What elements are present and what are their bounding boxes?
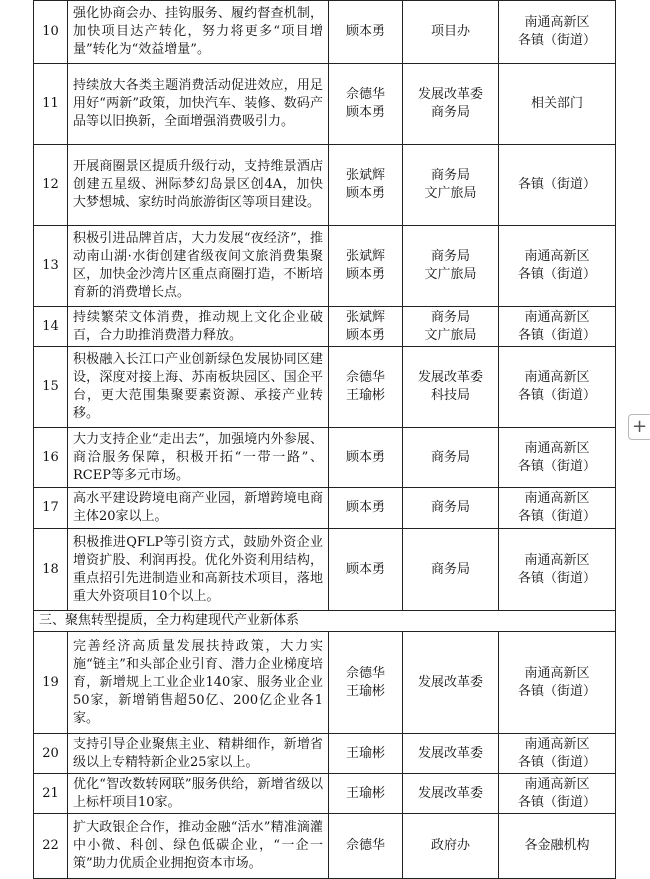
department-line: 商务局: [430, 309, 470, 325]
responsible-unit-line: 南通高新区: [524, 736, 590, 752]
task-cell: 大力支持企业“走出去”，加强境内外参展、商洽服务保障，积极开拓“一带一路”、RCEP等多元市场。: [68, 428, 329, 488]
department-cell: [403, 1, 499, 64]
table-row: [34, 774, 616, 814]
leader-line: 王瑜彬: [345, 745, 385, 761]
leader-line: 顾本勇: [345, 105, 385, 120]
responsible-unit-cell: [499, 145, 616, 226]
leader-line: 王瑜彬: [345, 785, 385, 801]
task-table-body: [34, 1, 616, 879]
section-title: 三、聚焦转型提质，全力构建现代产业新体系: [34, 611, 616, 632]
table-row: [34, 145, 616, 226]
task-cell: 开展商圈景区提质升级行动，支持维景酒店创建五星级、洲际梦幻岛景区创4A，加快大梦想城、家纺时尚旅游街区等项目建设。: [68, 145, 329, 226]
department-line: 商务局: [430, 500, 470, 515]
table-row: [34, 64, 616, 145]
row-number-cell: 17: [34, 488, 68, 529]
row-number-cell: 15: [34, 347, 68, 428]
responsible-unit-cell: [499, 226, 616, 307]
task-cell: 积极推进QFLP等引资方式，鼓励外资企业增资扩股、利润再投。优化外资利用结构，重点招引先进制造业和高新技术项目，落地重大外资项目10个以上。: [68, 529, 329, 611]
task-cell: 强化协商会办、挂钩服务、履约督查机制，加快项目达产转化，努力将更多“项目增量”转化为“效益增量”。: [68, 1, 329, 64]
row-number-cell: 11: [34, 64, 68, 145]
task-cell: 完善经济高质量发展扶持政策，大力实施“链主”和头部企业引育、潜力企业梯度培育，新增规上工业企业140家、服务业企业50家，新增销售超50亿、200亿企业各1家。: [68, 632, 329, 734]
responsible-unit-line: 南通高新区: [524, 491, 590, 506]
responsible-unit-line: 各镇（街道）: [517, 177, 596, 192]
table-row: [34, 307, 616, 347]
responsible-unit-line: 相关部门: [530, 96, 583, 111]
department-line: 商务局: [430, 249, 470, 264]
responsible-unit-line: 各镇（街道）: [517, 267, 596, 282]
row-number-cell: 16: [34, 428, 68, 488]
leader-cell: [329, 347, 403, 428]
responsible-unit-line: 南通高新区: [524, 249, 590, 264]
department-cell: [403, 774, 499, 814]
department-line: 发展改革委: [417, 674, 483, 690]
responsible-unit-cell: [499, 529, 616, 611]
department-line: 商务局: [430, 561, 470, 577]
leader-line: 顾本勇: [345, 267, 385, 282]
task-cell: 优化“智改数转网联”服务供给，新增省级以上标杆项目10家。: [68, 774, 329, 814]
table-row: [34, 226, 616, 307]
responsible-unit-cell: [499, 428, 616, 488]
department-cell: [403, 529, 499, 611]
responsible-unit-line: 各镇（街道）: [517, 458, 596, 474]
responsible-unit-line: 各镇（街道）: [517, 794, 596, 810]
responsible-unit-line: 南通高新区: [524, 665, 590, 681]
table-row: [34, 814, 616, 879]
leader-cell: [329, 734, 403, 774]
row-number-cell: 14: [34, 307, 68, 347]
responsible-unit-cell: [499, 347, 616, 428]
department-line: 发展改革委: [417, 745, 483, 761]
leader-cell: [329, 64, 403, 145]
table-row: [34, 529, 616, 611]
leader-cell: [329, 632, 403, 734]
department-line: 发展改革委: [417, 370, 483, 385]
responsible-unit-cell: [499, 774, 616, 814]
department-cell: [403, 734, 499, 774]
responsible-unit-cell: [499, 814, 616, 879]
department-line: 科技局: [430, 388, 470, 403]
task-cell: 扩大政银企合作，推动金融“活水”精准滴灌中小微、科创、绿色低碳企业，“一企一策”助力优质企业拥抱资本市场。: [68, 814, 329, 879]
department-line: 商务局: [430, 449, 470, 465]
task-cell: 积极融入长江口产业创新绿色发展协同区建设，深度对接上海、苏南板块园区、国企平台，更大范围集聚要素资源、承接产业转移。: [68, 347, 329, 428]
responsible-unit-line: 各镇（街道）: [517, 570, 596, 586]
leader-line: 顾本勇: [345, 327, 385, 343]
responsible-unit-line: 各镇（街道）: [517, 509, 596, 524]
row-number-cell: 21: [34, 774, 68, 814]
leader-cell: [329, 307, 403, 347]
responsible-unit-line: 各镇（街道）: [517, 683, 596, 699]
department-line: 政府办: [430, 838, 470, 853]
department-cell: [403, 347, 499, 428]
row-number-cell: 13: [34, 226, 68, 307]
department-cell: [403, 226, 499, 307]
department-cell: [403, 64, 499, 145]
table-row: [34, 347, 616, 428]
responsible-unit-cell: [499, 734, 616, 774]
responsible-unit-cell: [499, 64, 616, 145]
table-row: [34, 734, 616, 774]
row-number-cell: 12: [34, 145, 68, 226]
department-cell: [403, 428, 499, 488]
department-line: 商务局: [430, 105, 470, 120]
zoom-in-button[interactable]: +: [628, 414, 650, 440]
responsible-unit-line: 南通高新区: [524, 15, 590, 30]
department-line: 项目办: [430, 24, 470, 39]
responsible-unit-cell: [499, 488, 616, 529]
responsible-unit-line: 各镇（街道）: [517, 388, 596, 403]
task-cell: 积极引进品牌首店，大力发展“夜经济”，推动南山湖·水街创建省级夜间文旅消费集聚区，加快金沙湾片区重点商圈打造，不断培育新的消费增长点。: [68, 226, 329, 307]
responsible-unit-cell: [499, 632, 616, 734]
leader-cell: [329, 774, 403, 814]
table-row: [34, 428, 616, 488]
department-cell: [403, 145, 499, 226]
department-cell: [403, 307, 499, 347]
department-line: 文广旅局: [424, 267, 477, 282]
department-cell: [403, 488, 499, 529]
task-cell: 支持引导企业聚焦主业、精耕细作，新增省级以上专精特新企业25家以上。: [68, 734, 329, 774]
leader-cell: [329, 488, 403, 529]
leader-line: 顾本勇: [345, 24, 385, 39]
table-row: [34, 632, 616, 734]
section-header-row: [34, 611, 616, 632]
row-number-cell: 10: [34, 1, 68, 64]
responsible-unit-line: 南通高新区: [524, 440, 590, 456]
leader-cell: [329, 145, 403, 226]
leader-line: 张斌辉: [345, 249, 385, 264]
responsible-unit-line: 各镇（街道）: [517, 754, 596, 770]
leader-line: 佘德华: [345, 838, 385, 853]
leader-line: 佘德华: [345, 370, 385, 385]
task-cell: 持续放大各类主题消费活动促进效应，用足用好“两新”政策，加快汽车、装修、数码产品等以旧换新，全面增强消费吸引力。: [68, 64, 329, 145]
department-line: 发展改革委: [417, 785, 483, 801]
responsible-unit-line: 南通高新区: [524, 309, 590, 325]
responsible-unit-line: 南通高新区: [524, 776, 590, 792]
task-cell: 持续繁荣文体消费，推动规上文化企业破百，合力助推消费潜力释放。: [68, 307, 329, 347]
responsible-unit-cell: [499, 307, 616, 347]
responsible-unit-line: 各金融机构: [524, 838, 590, 853]
responsible-unit-line: 南通高新区: [524, 370, 590, 385]
leader-line: 佘德华: [345, 665, 385, 681]
leader-cell: [329, 226, 403, 307]
leader-line: 顾本勇: [345, 449, 385, 465]
responsible-unit-cell: [499, 1, 616, 64]
leader-cell: [329, 1, 403, 64]
task-cell: 高水平建设跨境电商产业园，新增跨境电商主体20家以上。: [68, 488, 329, 529]
leader-cell: [329, 428, 403, 488]
department-cell: [403, 632, 499, 734]
responsible-unit-line: 南通高新区: [524, 552, 590, 568]
department-line: 文广旅局: [424, 186, 477, 201]
row-number-cell: 18: [34, 529, 68, 611]
responsible-unit-line: 各镇（街道）: [517, 33, 596, 48]
leader-line: 王瑜彬: [345, 388, 385, 403]
department-line: 商务局: [430, 168, 470, 183]
leader-cell: [329, 814, 403, 879]
leader-line: 张斌辉: [345, 309, 385, 325]
table-row: [34, 488, 616, 529]
leader-line: 佘德华: [345, 87, 385, 102]
leader-line: 顾本勇: [345, 500, 385, 515]
leader-line: 顾本勇: [345, 561, 385, 577]
leader-cell: [329, 529, 403, 611]
table-row: [34, 1, 616, 64]
leader-line: 王瑜彬: [345, 683, 385, 699]
department-cell: [403, 814, 499, 879]
department-line: 发展改革委: [417, 87, 483, 102]
responsible-unit-line: 各镇（街道）: [517, 327, 596, 343]
task-table: [33, 0, 616, 879]
department-line: 文广旅局: [424, 327, 477, 343]
leader-line: 顾本勇: [345, 186, 385, 201]
row-number-cell: 22: [34, 814, 68, 879]
row-number-cell: 19: [34, 632, 68, 734]
leader-line: 张斌辉: [345, 168, 385, 183]
row-number-cell: 20: [34, 734, 68, 774]
